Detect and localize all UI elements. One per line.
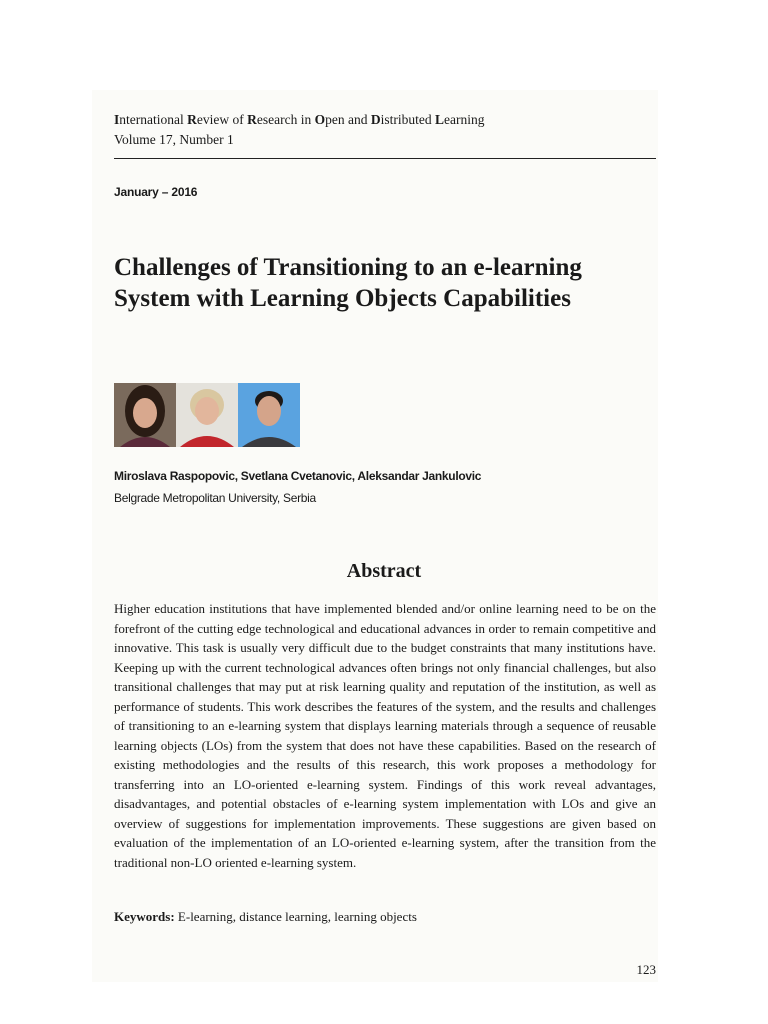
keywords [114,907,656,927]
photo-face [257,396,281,426]
author-affiliation: Belgrade Metropolitan University, Serbia [114,491,316,505]
paper-title: Challenges of Transitioning to an e-learning System with Learning Objects Capabilities [114,254,582,312]
keywords-value: E-learning, distance learning, learning objects [177,909,417,924]
photo-face [195,397,219,425]
journal-name [114,110,484,130]
journal-part: International [114,112,188,127]
publication-date: January – 2016 [114,185,198,199]
author-photo-2 [176,383,238,447]
abstract-body: Higher education institutions that have implemented blended and/or online learning need to be on the forefront of the cutting edge technological and educational advances in order to remain competitive and innovative. This task is usually very difficult due to the budget constraints that many institutions have. Keeping up with the current technological advances often brings not only financial challenges, but also transitional challenges that may put at risk learning quality and reputation of the institution, as well as performance of students. This work describes the features of the system, and the results and challenges of transitioning to an e-learning system that displays learning materials through a sequence of reusable learning objects (LOs) from the system that does not have these capabilities. Based on the research of existing methodologies and the results of this research, this work proposes a methodology for transferring into an LO-oriented e-learning system. Findings of this work reveal advantages, disadvantages, and potential obstacles of e-learning system implementation with LOs and give an overview of suggestions for implementation improvements. These suggestions are given based on evaluation of the implementation of an LO-oriented e-learning system, after the transition from the traditional non-LO oriented e-learning system. [114,601,656,870]
author-photo-1 [114,383,176,447]
header-divider [114,158,656,159]
author-photos [114,383,300,447]
journal-part: Open and [314,112,371,127]
journal-part: Learning [434,112,485,127]
author-list: Miroslava Raspopovic, Svetlana Cvetanovic, Aleksandar Jankulovic [114,469,482,483]
author-photo-3 [238,383,300,447]
journal-part: Review of [187,112,248,127]
abstract-heading: Abstract [346,560,422,582]
photo-face [133,398,157,428]
journal-part: Research in [247,112,315,127]
keywords-label: Keywords: [114,909,175,924]
page-number: 123 [636,962,656,977]
journal-volume: Volume 17, Number 1 [114,132,234,147]
journal-part: Distributed [370,112,435,127]
